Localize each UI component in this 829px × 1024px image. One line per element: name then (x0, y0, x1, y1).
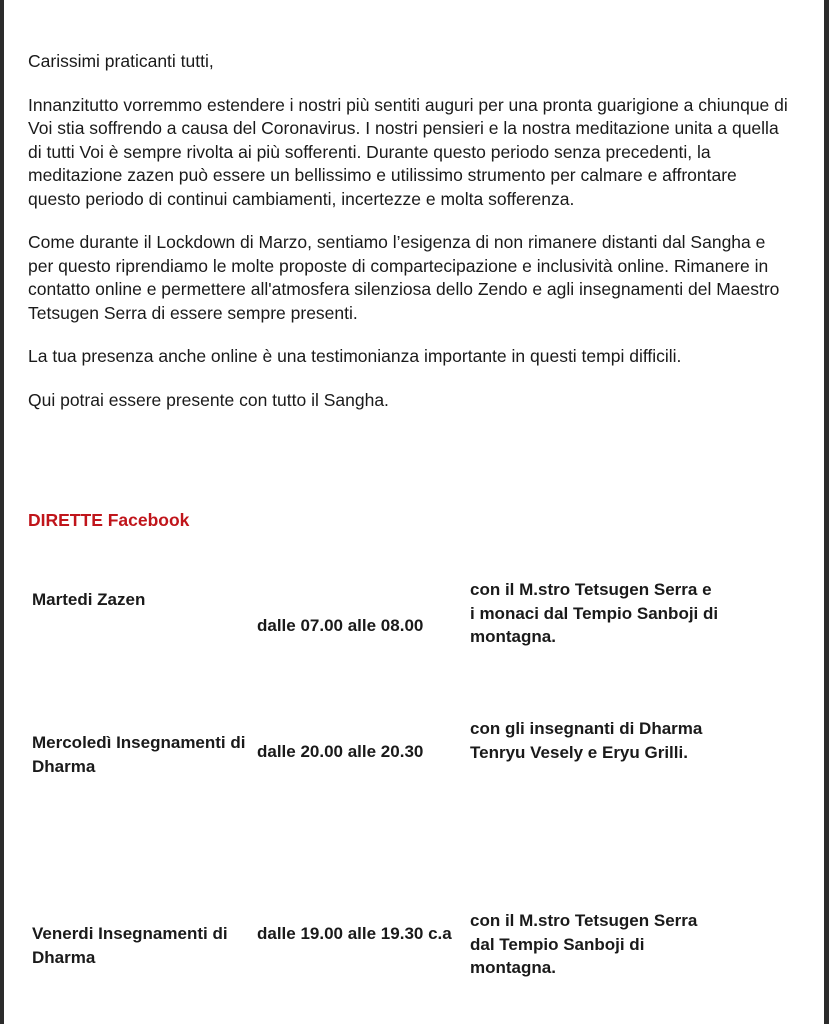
schedule-with: con gli insegnanti di Dharma Tenryu Vesely e Eryu Grilli. (470, 719, 703, 762)
schedule-time: dalle 19.00 alle 19.30 c.a (257, 924, 452, 943)
window-border-right (824, 0, 829, 1024)
paragraph-sangha: Qui potrai essere presente con tutto il Sangha. (28, 389, 389, 410)
schedule-event: Mercoledì Insegnamenti di Dharma (32, 733, 246, 776)
schedule-event: Martedi Zazen (32, 590, 146, 609)
section-title: DIRETTE Facebook (28, 510, 190, 530)
greeting: Carissimi praticanti tutti, (28, 51, 214, 71)
paragraph-intro: Innanzitutto vorremmo estendere i nostri più sentiti auguri per una pronta guarigione a chiunque di Voi stia soffrendo a causa del Coronavirus. I nostri pensieri e la nostra meditazione unita a quella di tutti Voi è sempre rivolta ai più sofferenti. Durante questo periodo senza precedenti, la meditazione zazen può essere un bellissimo e utilissimo strumento per calmare e affrontare questo periodo di continui cambiamenti, incertezze e molta sofferenza. (28, 94, 788, 209)
schedule-time: dalle 20.00 alle 20.30 (257, 742, 424, 761)
window-border-left (0, 0, 4, 1024)
schedule-event: Venerdi Insegnamenti di Dharma (32, 924, 228, 967)
schedule-with: con il M.stro Tetsugen Serra e i monaci dal Tempio Sanboji di montagna. (470, 580, 719, 646)
schedule-time: dalle 07.00 alle 08.00 (257, 616, 424, 635)
paragraph-lockdown: Come durante il Lockdown di Marzo, sentiamo l’esigenza di non rimanere distanti dal Sangha e per questo riprendiamo le molte proposte di compartecipazione e inclusività online. Rimanere in contatto online e permettere all'atmosfera silenziosa dello Zendo e agli insegnamenti del Maestro Tetsugen Serra di essere sempre presenti. (28, 232, 780, 323)
paragraph-presence: La tua presenza anche online è una testimonianza importante in questi tempi difficili. (28, 346, 682, 366)
schedule-with: con il M.stro Tetsugen Serra dal Tempio Sanboji di montagna. (470, 911, 698, 977)
letter-body (28, 50, 788, 432)
